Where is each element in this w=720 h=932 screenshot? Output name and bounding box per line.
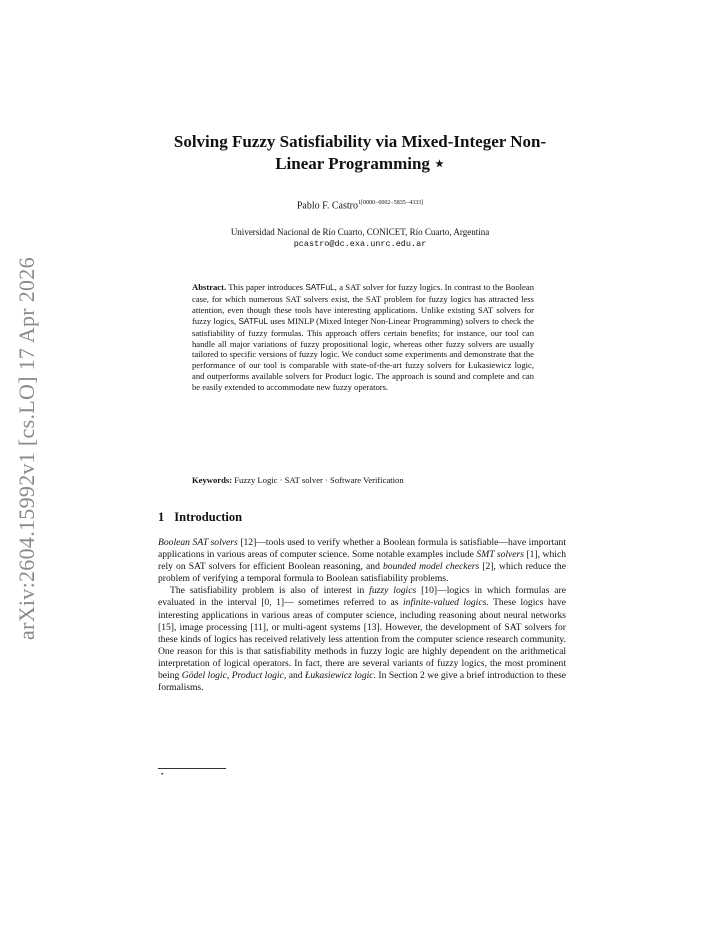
abstract-text-2: , a SAT solver for fuzzy logics. In contrast to the Boolean case, for which numerous SAT solvers exist, the SAT problem for fuzzy logics has attracted less attention, even though these tools have interesting applications. Unlike existing SAT solvers for fuzzy logics, bbox=[192, 282, 534, 326]
affiliation: Universidad Nacional de Río Cuarto, CONICET, Río Cuarto, Argentina bbox=[230, 227, 490, 237]
emph-term: bounded model checkers bbox=[383, 561, 480, 573]
section-heading bbox=[158, 510, 242, 525]
emph-term: infinite-valued logics. bbox=[402, 597, 489, 609]
arxiv-stamp-text: arXiv:2604.15992v1 [cs.LO] 17 Apr 2026 bbox=[14, 257, 39, 640]
body-text bbox=[158, 537, 566, 694]
tool-name: SATFuL bbox=[305, 283, 335, 292]
keywords bbox=[192, 475, 534, 486]
abstract bbox=[192, 282, 534, 393]
tool-name: SATFuL bbox=[238, 316, 268, 326]
text-run: , bbox=[226, 670, 232, 682]
text-run: [12]—tools used to verify whether a Boolean formula is satisfiable—have important applications in various areas of computer science. Some notable examples include bbox=[158, 537, 566, 561]
abstract-label: Abstract. bbox=[192, 282, 227, 292]
paragraph-2 bbox=[158, 585, 566, 694]
emph-term: Product logic bbox=[231, 670, 284, 682]
footnote-rule bbox=[158, 768, 226, 769]
emph-term: Boolean SAT solvers bbox=[158, 537, 238, 548]
author-email[interactable]: pcastro@dc.exa.unrc.edu.ar bbox=[293, 239, 427, 249]
emph-term: fuzzy logics bbox=[369, 585, 417, 597]
paragraph-1 bbox=[158, 537, 566, 585]
text-run: The satisfiability problem is also of interest in bbox=[170, 585, 370, 597]
section-title: Introduction bbox=[174, 510, 243, 524]
keywords-label: Keywords: bbox=[192, 475, 233, 485]
footnote-mark: ⋆ bbox=[160, 770, 165, 778]
text-run: . In Section 2 we give a brief introduction to these formalisms. bbox=[158, 670, 567, 694]
abstract-text-3: uses MINLP (Mixed Integer Non-Linear Programming) solvers to check the satisfiability of fuzzy formulas. This approach offers certain benefits; for instance, our tool can handle all major variations of fuzzy propositional logic, whereas other fuzzy solvers are usually tailored to specific versions of fuzzy logic. We conduct some experiments and demonstrate that the performance of our tool is comparable with state-of-the-art fuzzy solvers for Łukasiewicz logic, and outperforms available solvers for Product logic. The approach is sound and complete and can be easily extended to accommodate new fuzzy operators. bbox=[192, 315, 534, 393]
text-run: [10]—logics in which formulas are evaluated in the interval [0, 1]— sometimes referred to as bbox=[158, 585, 566, 609]
abstract-text-1: This paper introduces bbox=[226, 282, 306, 292]
paper-title: Solving Fuzzy Satisfiability via Mixed-Integer Non-Linear Programming ⋆ bbox=[173, 132, 547, 173]
text-run: [2], which reduce the problem of verifying a temporal formula to Boolean satisfiability problems. bbox=[158, 561, 566, 585]
emph-term: Łukasiewicz logic bbox=[305, 670, 374, 682]
author-name: Pablo F. Castro bbox=[296, 200, 358, 212]
emph-term: SMT solvers bbox=[476, 549, 525, 561]
emph-term: Gödel logic bbox=[181, 670, 227, 682]
arxiv-identifier-stamp bbox=[14, 257, 54, 640]
section-number: 1 bbox=[158, 510, 165, 524]
keywords-text: Fuzzy Logic · SAT solver · Software Verification bbox=[234, 475, 404, 485]
text-run: [1], which rely on SAT solvers for efficient Boolean reasoning, and bbox=[158, 549, 566, 573]
author-line bbox=[150, 200, 570, 211]
affiliation-block bbox=[150, 226, 570, 250]
author-orcid: 1[0000−0002−5835−4333] bbox=[358, 200, 424, 206]
text-run: These logics have interesting applications in various areas of computer science, including reasoning about neural networks [15], image processing [11], or multi-agent systems [13]. However, the development of SAT solvers for these kinds of logics has received relatively less attention from the computer science research community. One reason for this is that satisfiability methods in fuzzy logic are highly dependent on the arithmetical interpretation of logical operators. In fact, there are several variants of fuzzy logics, the most prominent being bbox=[158, 597, 566, 682]
text-run: , and bbox=[283, 670, 306, 682]
